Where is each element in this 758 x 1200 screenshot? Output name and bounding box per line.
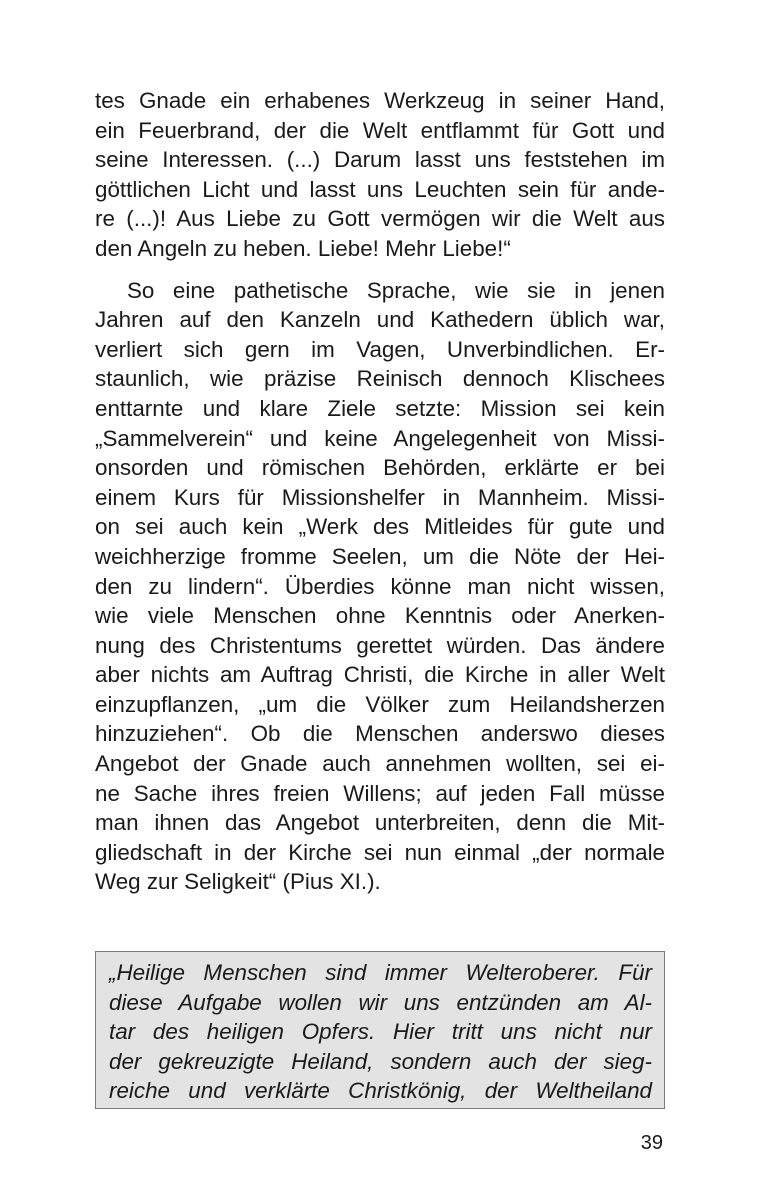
text-line: So eine pathetische Sprache, wie sie in jenen: [127, 277, 665, 303]
text-line: den Angeln zu heben. Liebe! Mehr Liebe!“: [95, 235, 511, 261]
text-line: „Sammelverein“ und keine Angelegenheit von Missi-: [95, 425, 665, 451]
quote-text: [109, 958, 652, 1106]
text-line: hinzuziehen“. Ob die Menschen anderswo dieses: [95, 721, 665, 747]
text-line: einzupflanzen, „um die Völker zum Heilandsherzen: [95, 691, 665, 717]
quote-line: der gekreuzigte Heiland, sondern auch der sieg-: [109, 1048, 652, 1074]
quote-box: [95, 951, 665, 1109]
quote-line: reiche und verklärte Christkönig, der Weltheiland: [109, 1078, 652, 1104]
body-paragraph-1: [95, 86, 665, 264]
text-line: Weg zur Seligkeit“ (Pius XI.).: [95, 869, 381, 895]
text-line: ne Sache ihres freien Willens; auf jeden Fall müsse: [95, 780, 665, 806]
quote-line: diese Aufgabe wollen wir uns entzünden am Al-: [109, 989, 652, 1015]
text-line: verliert sich gern im Vagen, Unverbindlichen. Er-: [95, 336, 665, 362]
text-line: staunlich, wie präzise Reinisch dennoch Klischees: [95, 366, 665, 392]
text-line: man ihnen das Angebot unterbreiten, denn die Mit-: [95, 810, 665, 836]
text-line: weichherzige fromme Seelen, um die Nöte der Hei-: [95, 543, 665, 569]
text-line: seine Interessen. (...) Darum lasst uns feststehen im: [95, 147, 665, 173]
page-number: 39: [640, 1132, 663, 1154]
text-line: wie viele Menschen ohne Kenntnis oder Anerken-: [95, 603, 665, 629]
text-line: ein Feuerbrand, der die Welt entflammt für Gott und: [95, 117, 665, 143]
text-line: on sei auch kein „Werk des Mitleides für gute und: [95, 514, 665, 540]
page-body: [95, 86, 665, 897]
text-line: re (...)! Aus Liebe zu Gott vermögen wir die Welt aus: [95, 206, 665, 232]
text-line: den zu lindern“. Überdies könne man nicht wissen,: [95, 573, 665, 599]
text-line: nung des Christentums gerettet würden. Das ändere: [95, 632, 665, 658]
text-line: tes Gnade ein erhabenes Werkzeug in seiner Hand,: [95, 88, 665, 113]
text-line: Jahren auf den Kanzeln und Kathedern üblich war,: [95, 307, 665, 333]
text-line: gliedschaft in der Kirche sei nun einmal „der normale: [95, 839, 665, 865]
text-line: einem Kurs für Missionshelfer in Mannheim. Missi-: [95, 484, 665, 510]
text-line: onsorden und römischen Behörden, erklärte er bei: [95, 455, 665, 481]
text-line: enttarnte und klare Ziele setzte: Mission sei kein: [95, 395, 665, 421]
quote-line: tar des heiligen Opfers. Hier tritt uns nicht nur: [109, 1019, 652, 1045]
text-line: aber nichts am Auftrag Christi, die Kirche in aller Welt: [95, 662, 665, 688]
text-line: Angebot der Gnade auch annehmen wollten, sei ei-: [95, 751, 665, 777]
quote-line: „Heilige Menschen sind immer Welteroberer. Für: [109, 960, 652, 985]
text-line: göttlichen Licht und lasst uns Leuchten sein für ande-: [95, 176, 665, 202]
body-paragraph-2: [95, 276, 665, 897]
